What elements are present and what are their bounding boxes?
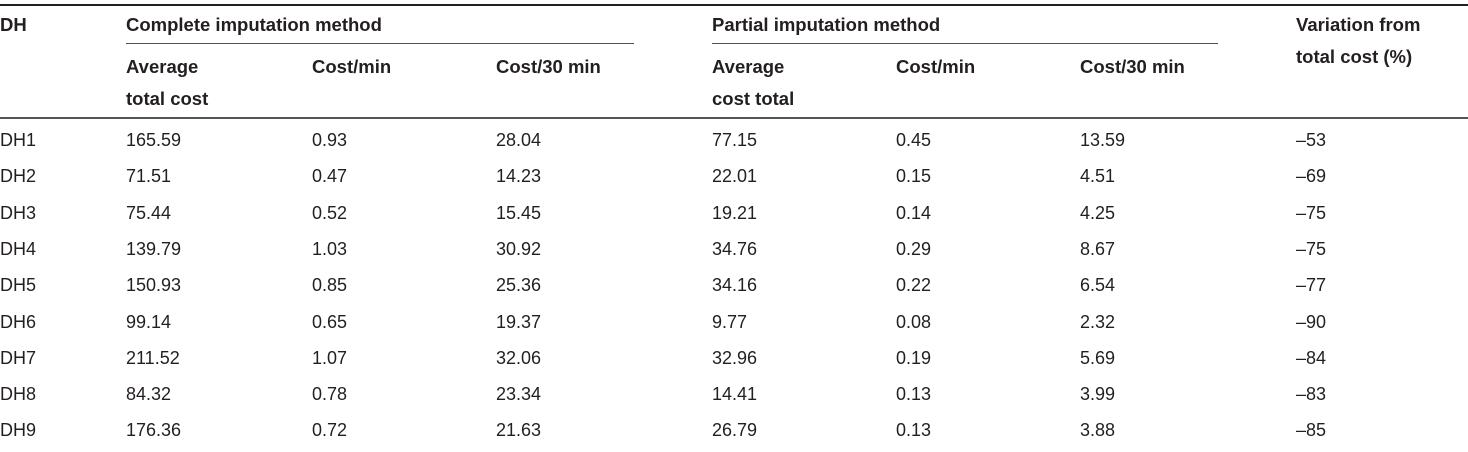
cell-complete-cost-30: 19.37 bbox=[496, 311, 542, 332]
cell-partial-cost-30: 13.59 bbox=[1080, 130, 1126, 150]
cell-complete-cost-min: 0.65 bbox=[312, 311, 348, 332]
cell-partial-cost-30: 5.69 bbox=[1080, 347, 1116, 368]
header-partial-cost-30: Cost/30 min bbox=[1080, 56, 1185, 77]
cell-partial-cost-30: 6.54 bbox=[1080, 275, 1116, 296]
cell-dh: DH6 bbox=[0, 311, 37, 332]
partial-group-rule bbox=[712, 43, 1218, 44]
cell-dh: DH5 bbox=[0, 275, 37, 296]
header-dh: DH bbox=[0, 14, 27, 35]
header-complete-average-line1: Average bbox=[126, 56, 199, 77]
cell-dh: DH8 bbox=[0, 384, 37, 405]
header-partial-average-line1: Average bbox=[712, 56, 785, 77]
cell-variation: –77 bbox=[1296, 275, 1327, 296]
cell-partial-cost-min: 0.08 bbox=[896, 311, 932, 332]
cell-dh: DH3 bbox=[0, 202, 37, 223]
cell-complete-cost-30: 15.45 bbox=[496, 202, 542, 223]
cell-partial-average: 34.76 bbox=[712, 238, 758, 259]
cell-complete-cost-30: 30.92 bbox=[496, 238, 542, 259]
cell-complete-average: 139.79 bbox=[126, 238, 182, 259]
cell-partial-cost-min: 0.29 bbox=[896, 238, 932, 259]
cell-partial-average: 19.21 bbox=[712, 202, 758, 223]
cell-variation: –85 bbox=[1296, 420, 1327, 441]
cell-complete-cost-min: 0.85 bbox=[312, 275, 348, 296]
header-variation-line1: Variation from bbox=[1296, 14, 1421, 35]
cell-complete-cost-min: 1.03 bbox=[312, 238, 348, 259]
header-partial-cost-min: Cost/min bbox=[896, 56, 976, 77]
cell-complete-cost-30: 23.34 bbox=[496, 384, 542, 405]
cell-partial-cost-30: 2.32 bbox=[1080, 311, 1116, 332]
cell-complete-cost-min: 1.07 bbox=[312, 347, 348, 368]
cell-complete-cost-30: 25.36 bbox=[496, 275, 542, 296]
cell-complete-average: 84.32 bbox=[126, 384, 172, 405]
cell-complete-cost-30: 32.06 bbox=[496, 347, 542, 368]
cell-partial-cost-30: 8.67 bbox=[1080, 238, 1116, 259]
cell-partial-cost-min: 0.19 bbox=[896, 347, 932, 368]
cell-partial-cost-30: 3.99 bbox=[1080, 384, 1116, 405]
cell-dh: DH7 bbox=[0, 347, 37, 368]
cell-partial-cost-min: 0.22 bbox=[896, 275, 932, 296]
cell-partial-average: 14.41 bbox=[712, 384, 758, 405]
cell-variation: –53 bbox=[1296, 130, 1327, 150]
header-complete-imputation: Complete imputation method bbox=[126, 14, 382, 35]
cell-complete-cost-min: 0.72 bbox=[312, 420, 348, 441]
cell-complete-cost-min: 0.52 bbox=[312, 202, 348, 223]
cell-partial-cost-30: 4.25 bbox=[1080, 202, 1116, 223]
cell-complete-cost-min: 0.78 bbox=[312, 384, 348, 405]
header-bottom-rule bbox=[0, 117, 1468, 119]
cell-dh: DH9 bbox=[0, 420, 37, 441]
header-complete-cost-30: Cost/30 min bbox=[496, 56, 601, 77]
header-partial-imputation: Partial imputation method bbox=[712, 14, 941, 35]
cell-complete-average: 150.93 bbox=[126, 275, 182, 296]
table-top-rule bbox=[0, 4, 1468, 6]
header-partial-average-line2: cost total bbox=[712, 88, 795, 109]
cell-partial-cost-min: 0.45 bbox=[896, 130, 932, 150]
cell-partial-average: 34.16 bbox=[712, 275, 758, 296]
cell-partial-average: 22.01 bbox=[712, 166, 758, 187]
cell-dh: DH2 bbox=[0, 166, 37, 187]
cell-partial-average: 32.96 bbox=[712, 347, 758, 368]
cell-partial-cost-30: 4.51 bbox=[1080, 166, 1116, 187]
cell-complete-average: 176.36 bbox=[126, 420, 182, 441]
cell-complete-cost-30: 14.23 bbox=[496, 166, 542, 187]
cell-complete-average: 99.14 bbox=[126, 311, 172, 332]
cell-partial-cost-30: 3.88 bbox=[1080, 420, 1116, 441]
cell-complete-average: 71.51 bbox=[126, 166, 172, 187]
header-variation-line2: total cost (%) bbox=[1296, 46, 1413, 67]
cell-partial-cost-min: 0.13 bbox=[896, 384, 932, 405]
cell-partial-average: 9.77 bbox=[712, 311, 748, 332]
cell-complete-cost-30: 28.04 bbox=[496, 130, 542, 150]
cell-variation: –75 bbox=[1296, 202, 1327, 223]
cell-variation: –83 bbox=[1296, 384, 1327, 405]
complete-group-rule bbox=[126, 43, 634, 44]
cell-partial-cost-min: 0.15 bbox=[896, 166, 932, 187]
cell-complete-average: 211.52 bbox=[126, 347, 180, 368]
cell-variation: –69 bbox=[1296, 166, 1327, 187]
header-complete-cost-min: Cost/min bbox=[312, 56, 392, 77]
cell-partial-average: 77.15 bbox=[712, 130, 758, 150]
cell-complete-average: 75.44 bbox=[126, 202, 172, 223]
cell-partial-cost-min: 0.13 bbox=[896, 420, 932, 441]
cell-variation: –84 bbox=[1296, 347, 1327, 368]
cell-variation: –90 bbox=[1296, 311, 1327, 332]
cell-complete-cost-30: 21.63 bbox=[496, 420, 542, 441]
cell-dh: DH4 bbox=[0, 238, 37, 259]
cell-partial-cost-min: 0.14 bbox=[896, 202, 932, 223]
cell-complete-cost-min: 0.47 bbox=[312, 166, 348, 187]
header-complete-average-line2: total cost bbox=[126, 88, 209, 109]
cell-variation: –75 bbox=[1296, 238, 1327, 259]
cell-complete-cost-min: 0.93 bbox=[312, 130, 348, 150]
cell-partial-average: 26.79 bbox=[712, 420, 758, 441]
cell-dh: DH1 bbox=[0, 130, 37, 150]
cell-complete-average: 165.59 bbox=[126, 130, 182, 150]
